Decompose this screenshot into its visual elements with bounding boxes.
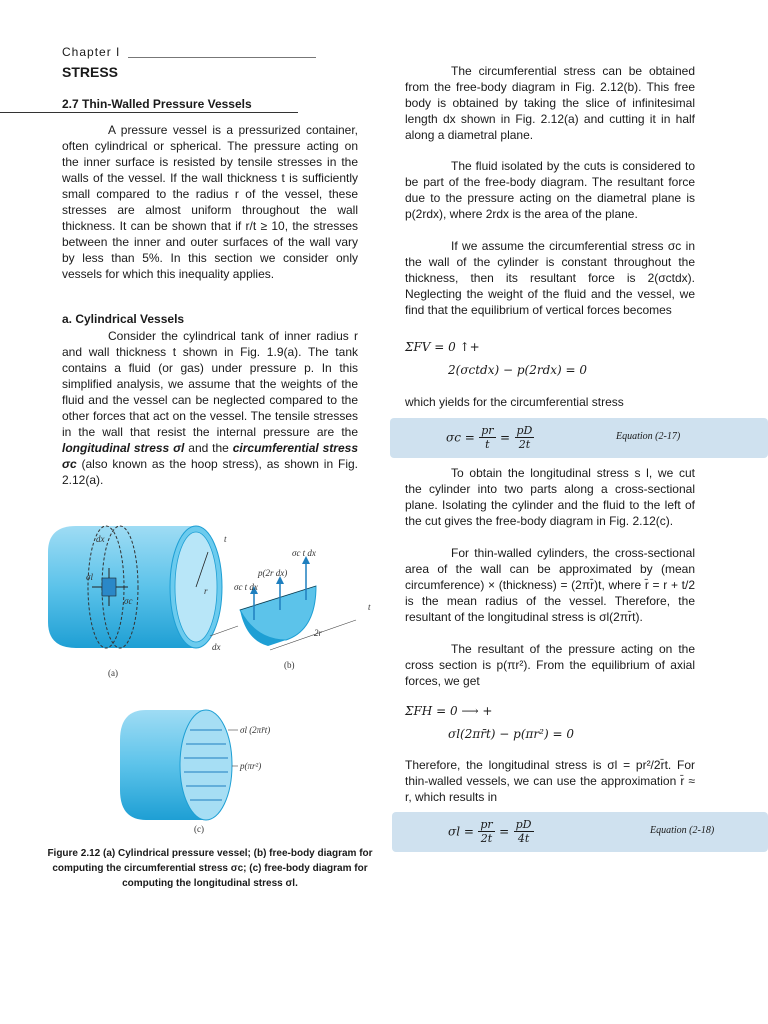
right-paragraph-7: The resultant of the pressure acting on the cross section is p(πr²). From the equilibrium of axial forces, we get — [405, 642, 695, 688]
equation-label-17: Equation (2-17) — [616, 431, 681, 442]
label-sl-2pirt: σl (2πr̄t) — [240, 725, 271, 735]
eq18-frac2: $\frac{pD}{4t}$ — [515, 818, 532, 845]
label-t: t — [224, 534, 227, 544]
label-dx-b: dx — [212, 642, 221, 652]
equation-17 — [446, 424, 534, 451]
label-t-b: t — [368, 602, 371, 612]
page-title: STRESS — [62, 64, 119, 80]
eq18-equals: = — [499, 824, 510, 839]
eq18-lhs: σl = — [448, 824, 474, 839]
right-paragraph-8: Therefore, the longitudinal stress is σl = pr²/2r̄t. For thin-walled vessels, we can use the approximation r̄ ≈ r, which results in — [405, 758, 695, 804]
label-sc-tdx: σc t dx — [292, 548, 316, 558]
cyl-and: and the — [184, 441, 233, 455]
label-c: (c) — [194, 824, 204, 834]
equation-box-18 — [392, 812, 768, 852]
label-2r: 2r — [314, 628, 323, 638]
circumferential-term: circumferential stress σc — [62, 441, 358, 471]
label-p-pir2: p(πr²) — [240, 761, 262, 771]
equation-label-18: Equation (2-18) — [650, 825, 715, 836]
right-paragraph-5: To obtain the longitudinal stress s l, we cut the cylinder into two parts along a cross-sectional plane. Isolating the cylinder and the fluid to the left of the cut gives the free-body diagram in Fig. 2.12(c). — [405, 466, 695, 528]
equation-axial: σl(2πr̄t) − p(πr²) = 0 — [448, 727, 574, 741]
label-p2rdx: p(2r dx) — [258, 568, 288, 578]
label-dx: dx — [96, 534, 105, 544]
cylindrical-paragraph — [62, 328, 358, 488]
right-paragraph-3: If we assume the circumferential stress σc in the wall of the cylinder is constant throughout the thickness, then its resultant force is 2(σctdx). Neglecting the weight of the fluid and the vessel, we find that the equilibrium of vertical forces becomes — [405, 239, 695, 317]
section-title: 2.7 Thin-Walled Pressure Vessels — [62, 97, 252, 111]
label-b: (b) — [284, 660, 295, 670]
intro-paragraph: A pressure vessel is a pressurized container, often cylindrical or spherical. The pressure acting on the inner surface is resisted by tensile stresses in the walls of the vessel. If the wall thickness t is sufficiently small compared to the radius r of the vessel, these stresses are almost uniform throughout the wall thickness. It can be shown that if r/t ≥ 10, the stresses between the inner and outer surfaces of the wall vary by less than 5%. In this section we consider only vessels for which this inequality applies. — [62, 123, 358, 281]
label-sigma-c: σc — [124, 596, 133, 606]
cylinder-c-section — [180, 710, 232, 820]
eq17-lhs: σc = — [446, 430, 475, 445]
section-rule — [0, 112, 298, 113]
chapter-rule — [128, 57, 316, 58]
label-r: r — [204, 586, 208, 596]
equation-box-17 — [390, 418, 768, 458]
equation-sum-v: ΣFV = 0 ↑+ — [405, 340, 480, 354]
figure-caption: Figure 2.12 (a) Cylindrical pressure vessel; (b) free-body diagram for computing the circumferential stress σc; (c) free-body diagram for computing the longitudinal stress σl. — [47, 848, 373, 889]
label-sc-tdx-left: σc t dx — [234, 582, 258, 592]
figure-b — [206, 540, 384, 672]
eq18-frac1: $\frac{pr}{2t}$ — [480, 818, 493, 845]
subsection-title: a. Cylindrical Vessels — [62, 312, 185, 326]
equation-18 — [448, 818, 534, 845]
cyl-text-a: Consider the cylindrical tank of inner radius r and wall thickness t shown in Fig. 1.9(a). The tank contains a fluid (or gas) under pressure p. In this simplified analysis, we assume that the weights of the fluid and the vessel can be neglected compared to the other forces that act on the vessel. The tensile stresses in the wall that resist the internal pressure are the — [62, 329, 358, 439]
label-a: (a) — [108, 668, 118, 678]
figure-c — [110, 700, 300, 836]
right-paragraph-4: which yields for the circumferential stress — [405, 395, 624, 409]
chapter-label: Chapter I — [62, 45, 121, 59]
equation-sum-h: ΣFH = 0 ⟶ + — [405, 704, 493, 718]
longitudinal-term: longitudinal stress σl — [62, 441, 185, 455]
eq17-frac2: $\frac{pD}{2t}$ — [516, 424, 533, 451]
right-paragraph-6: For thin-walled cylinders, the cross-sectional area of the wall can be approximated by (mean circumference) × (thickness) = (2πr̄)t, where r̄ = r + t/2 is the mean radius of the vessel. Therefore, the resultant of the longitudinal stress is σl(2πr̄t). — [405, 546, 695, 624]
eq17-frac1: $\frac{pr}{t}$ — [481, 424, 494, 451]
equation-vertical: 2(σctdx) − p(2rdx) = 0 — [448, 363, 588, 377]
cyl-text-b: (also known as the hoop stress), as shown in Fig. 2.12(a). — [62, 457, 358, 487]
label-sigma-l: σl — [86, 572, 93, 582]
right-paragraph-2: The fluid isolated by the cuts is considered to be part of the free-body diagram. The resultant force due to the pressure acting on the diametral plane is p(2rdx), where 2rdx is the area of the plane. — [405, 159, 695, 221]
eq17-equals: = — [500, 430, 511, 445]
right-paragraph-1: The circumferential stress can be obtained from the free-body diagram in Fig. 2.12(b). This free body is obtained by taking the slice of infinitesimal length dx shown in Fig. 2.12(a) and cutting it in half along a diametral plane. — [405, 64, 695, 142]
